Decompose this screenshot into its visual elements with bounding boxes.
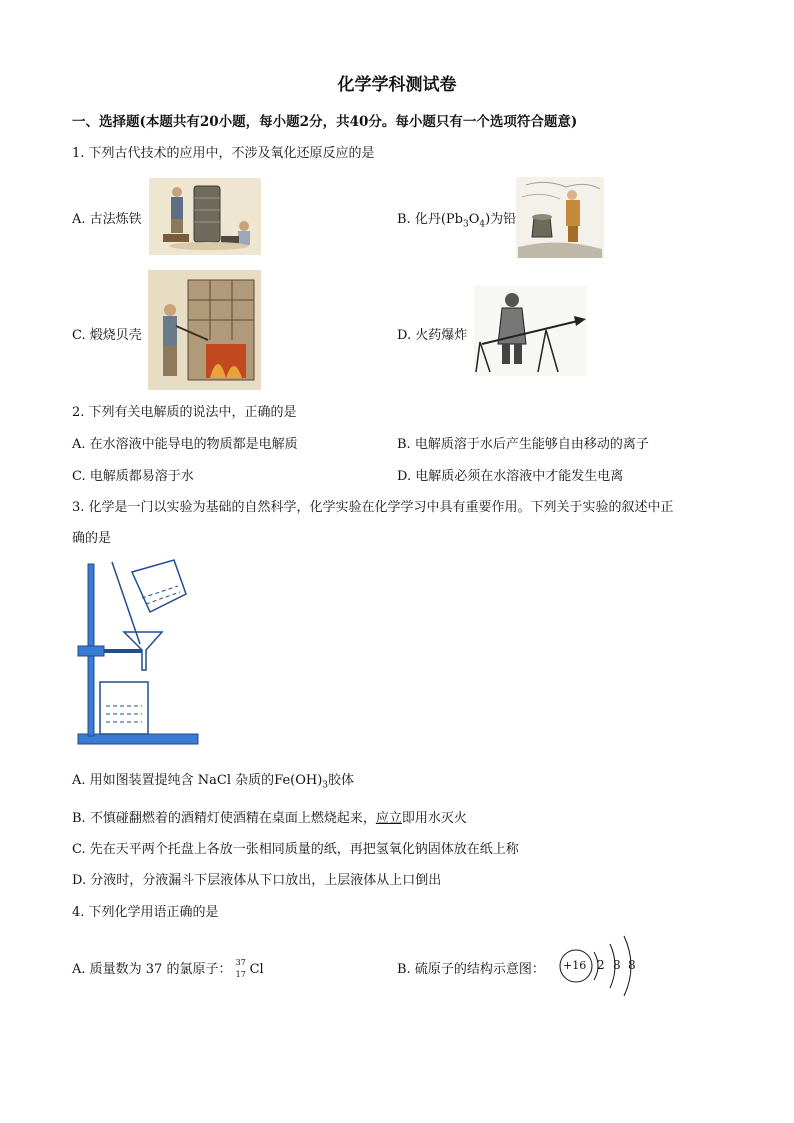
filtration-apparatus-diagram xyxy=(74,558,199,750)
mass-number: 37 xyxy=(235,957,246,967)
gunpowder-image xyxy=(474,286,587,376)
q1-option-a: A. 古法炼铁 xyxy=(72,212,142,227)
q2-option-d: D. 电解质必须在水溶液中才能发生电离 xyxy=(397,469,624,484)
q4-option-a: A. 质量数为 37 的氯原子： 37 17 Cl xyxy=(72,957,264,979)
q2-stem: 2. 下列有关电解质的说法中，正确的是 xyxy=(72,405,297,420)
q2-option-b: B. 电解质溶于水后产生能够自由移动的离子 xyxy=(397,437,649,452)
q3-option-c: C. 先在天平两个托盘上各放一张相同质量的纸，再把氢氧化钠固体放在纸上称 xyxy=(72,842,519,857)
q2-option-a: A. 在水溶液中能导电的物质都是电解质 xyxy=(72,437,298,452)
q4-option-b: B. 硫原子的结构示意图： xyxy=(397,962,545,977)
q3-option-d: D. 分液时，分液漏斗下层液体从下口放出，上层液体从上口倒出 xyxy=(72,873,442,888)
q3-stem-line1: 3. 化学是一门以实验为基础的自然科学，化学实验在化学学习中具有重要作用。下列关于实验的叙述中正 xyxy=(72,500,674,515)
q3-stem-line2: 确的是 xyxy=(72,531,112,546)
q3-option-a: A. 用如图装置提纯含 NaCl 杂质的$Fe(OH)_3$胶体 xyxy=(72,773,355,791)
q1-option-c: C. 煅烧贝壳 xyxy=(72,328,142,343)
q1-option-d: D. 火药爆炸 xyxy=(397,328,468,343)
iron-smelting-image xyxy=(149,178,261,255)
element-symbol: Cl xyxy=(249,962,264,977)
alchemy-image xyxy=(516,177,604,258)
q1-option-b: B. 化丹$(Pb_3O_4)$为铅 xyxy=(397,212,517,230)
q3-option-b: B. 不慎碰翻燃着的酒精灯使酒精在桌面上燃烧起来，应立即用水灭火 xyxy=(72,811,467,826)
q4-stem: 4. 下列化学用语正确的是 xyxy=(72,905,219,920)
page-title: 化学学科测试卷 xyxy=(337,75,457,95)
section-heading: 一、选择题(本题共有20小题，每小题2分，共40分。每小题只有一个选项符合题意) xyxy=(72,114,578,130)
q1-stem: 1. 下列古代技术的应用中，不涉及氧化还原反应的是 xyxy=(72,146,375,161)
shell-calcination-image xyxy=(148,270,261,390)
q2-option-c: C. 电解质都易溶于水 xyxy=(72,469,194,484)
shell-1-electrons: 2 xyxy=(597,958,605,972)
shell-2-electrons: 8 xyxy=(613,958,621,972)
nucleus-charge: +16 xyxy=(563,959,587,972)
atomic-number: 17 xyxy=(235,969,246,979)
shell-3-electrons: 8 xyxy=(628,958,636,972)
